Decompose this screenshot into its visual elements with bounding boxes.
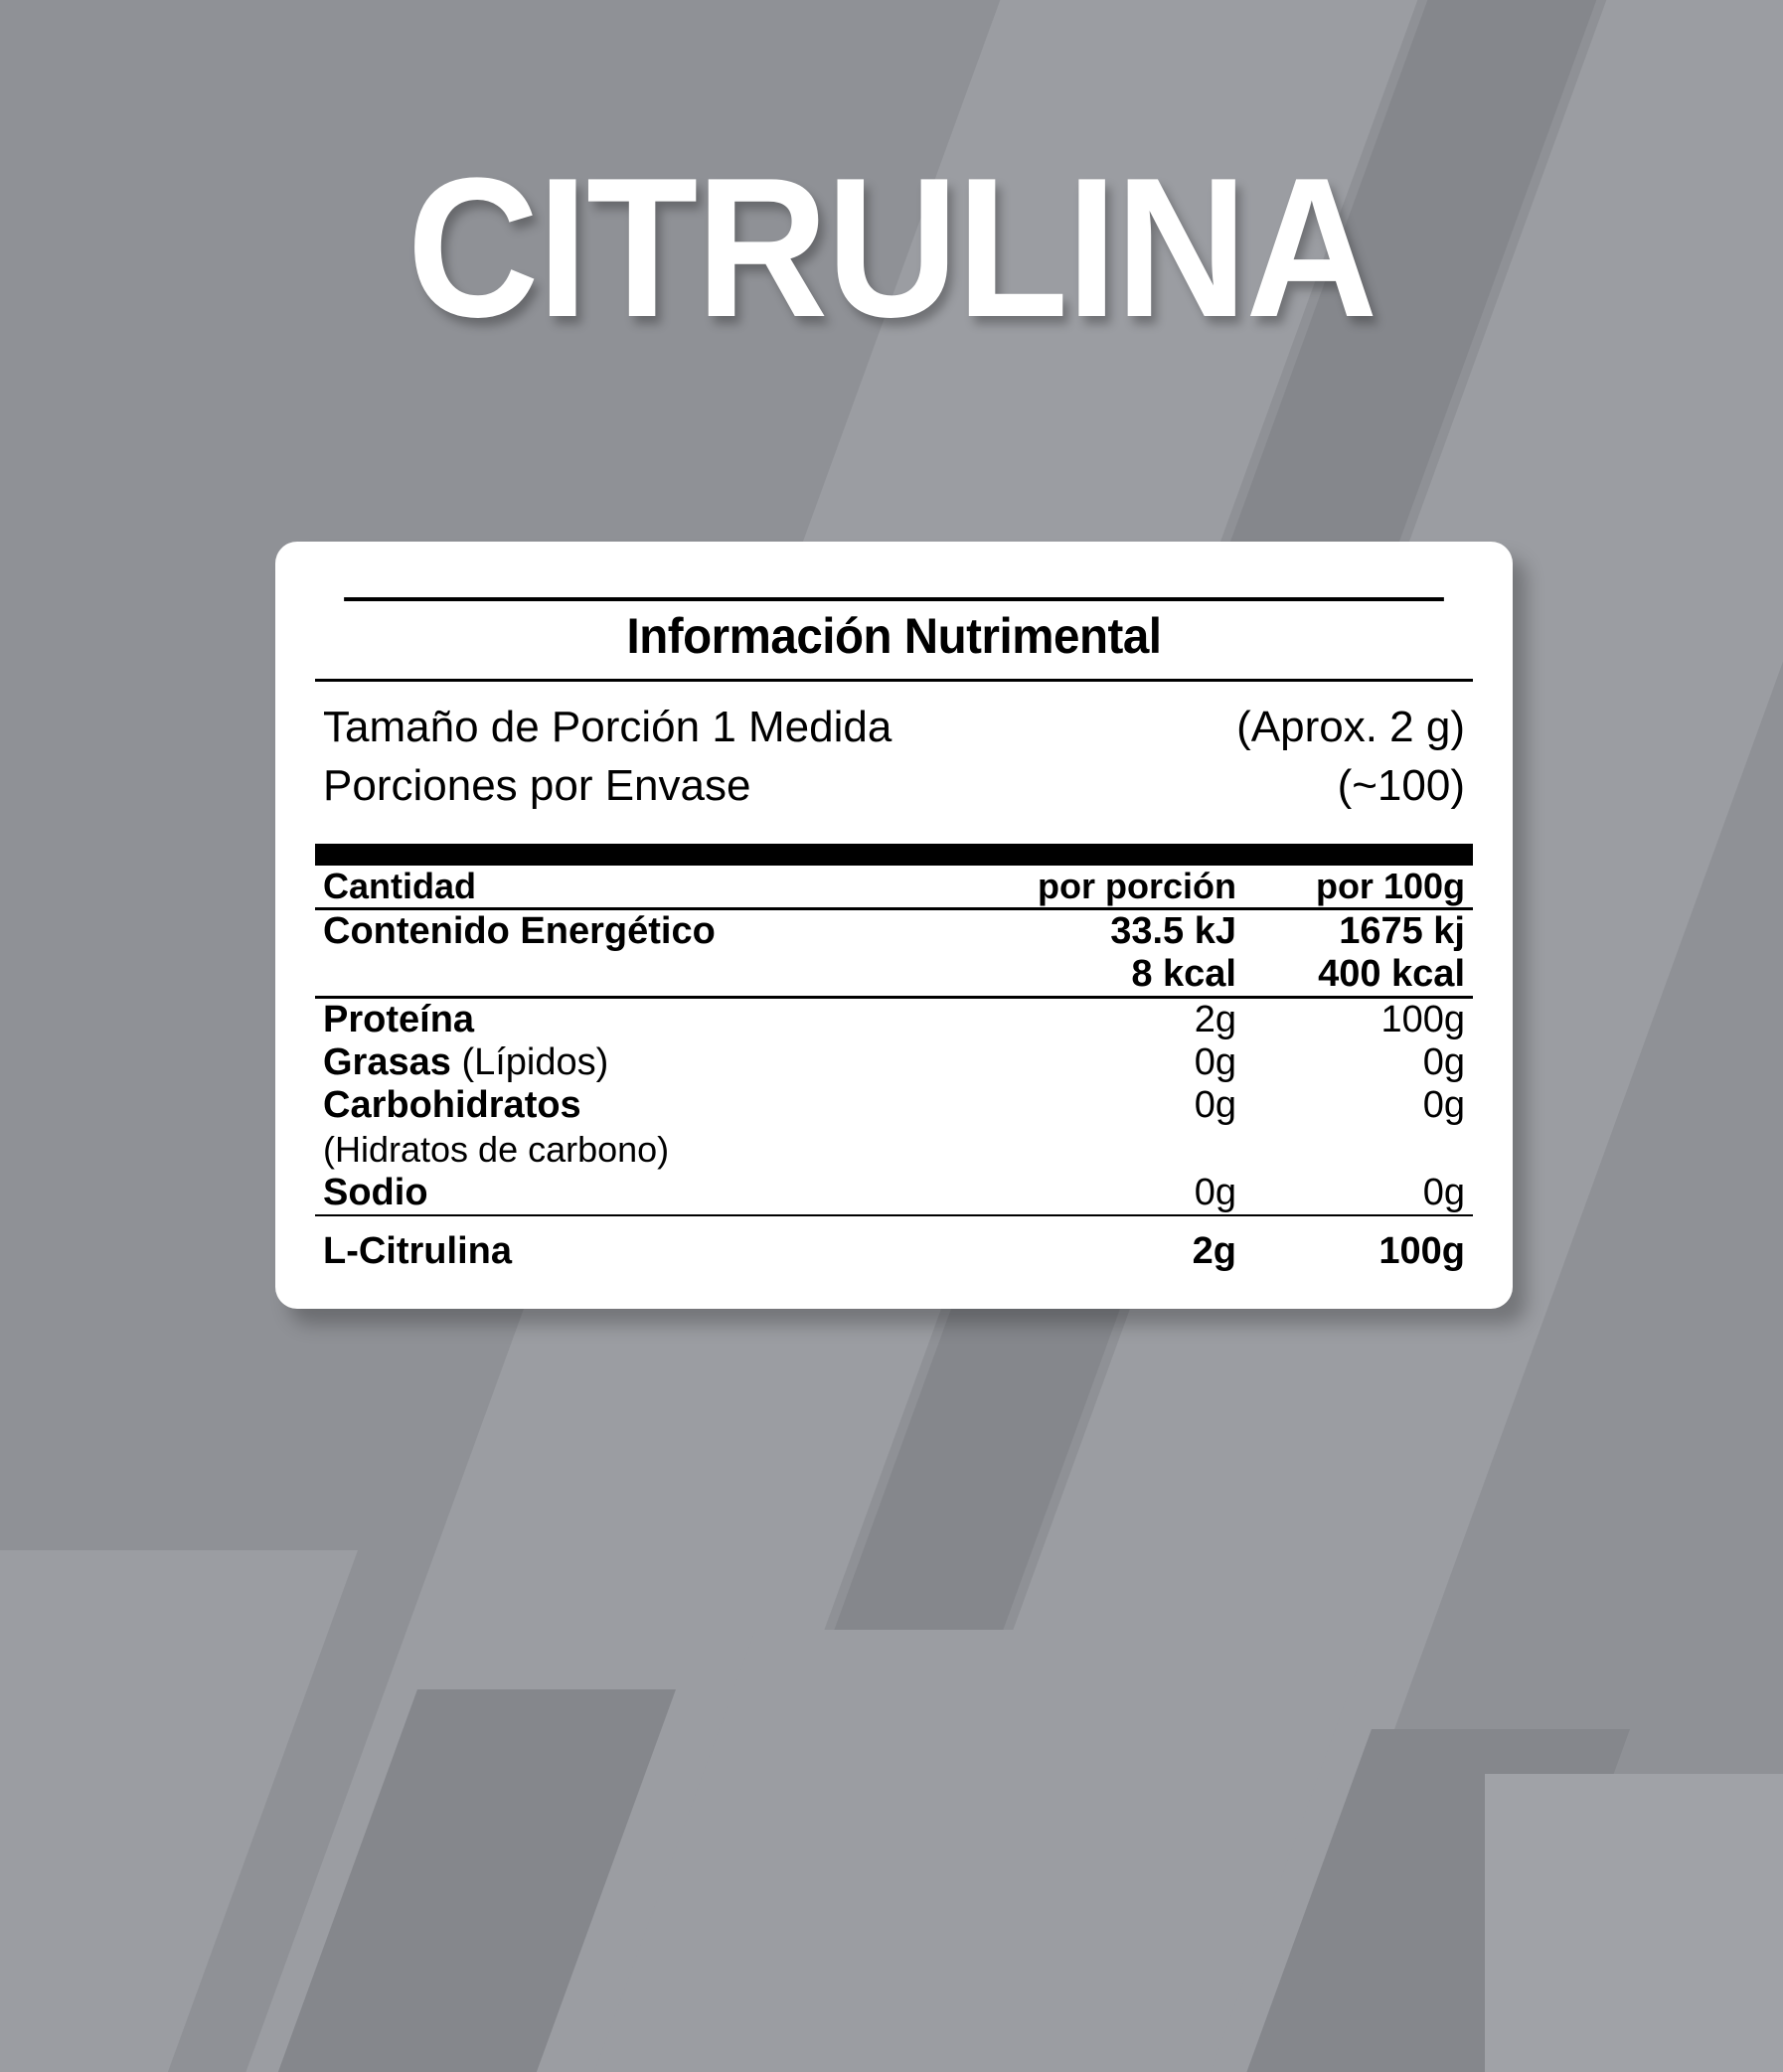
nutrient-name-text: Carbohidratos — [323, 1083, 581, 1126]
nutrient-per-100g: 100g — [1380, 998, 1465, 1040]
nutrient-per-100g: 0g — [1422, 1171, 1465, 1213]
nutrient-per-serving: 0g — [1194, 1083, 1236, 1126]
nutrient-name-text: Grasas — [323, 1040, 451, 1083]
energy-kj-per-serving: 33.5 kJ — [1110, 909, 1236, 952]
servings-per-container-label: Porciones por Envase — [323, 761, 751, 811]
serving-size-label: Tamaño de Porción 1 Medida — [323, 703, 892, 751]
table-row-energy-kcal — [315, 953, 1473, 998]
nutrient-name — [315, 999, 1008, 1041]
nutrient-per-serving: 0g — [1194, 1171, 1236, 1213]
nutrient-name-note: (Lípidos) — [450, 1040, 609, 1083]
nutrient-name — [315, 1041, 1008, 1084]
table-row-energy — [315, 910, 1473, 953]
thick-divider — [315, 844, 1473, 866]
nutrient-name-note: (Hidratos de carbono) — [323, 1128, 670, 1170]
table-header-row — [315, 866, 1473, 909]
nutrition-panel-heading: Información Nutrimental — [344, 597, 1444, 679]
serving-information — [315, 679, 1473, 834]
active-ingredient-per-100g: 100g — [1378, 1229, 1465, 1272]
table-row-active-ingredient — [315, 1230, 1473, 1273]
energy-kcal-spacer — [315, 953, 1008, 998]
energy-kcal-per-100g: 400 kcal — [1318, 952, 1465, 995]
serving-size-value: (Aprox. 2 g) — [1236, 703, 1465, 751]
nutrient-per-100g: 0g — [1422, 1083, 1465, 1126]
header-amount: Cantidad — [323, 865, 477, 906]
table-row — [315, 1172, 1473, 1215]
header-per-serving: por porción — [1038, 865, 1236, 906]
nutrient-name — [315, 1172, 1008, 1215]
energy-label: Contenido Energético — [323, 909, 716, 952]
nutrient-per-serving: 0g — [1194, 1040, 1236, 1083]
nutrient-per-100g: 0g — [1422, 1040, 1465, 1083]
servings-per-container-value: (~100) — [1337, 761, 1465, 811]
energy-kcal-per-serving: 8 kcal — [1131, 952, 1236, 995]
nutrient-per-serving: 2g — [1194, 998, 1236, 1040]
servings-per-container-row — [323, 756, 1465, 815]
serving-size-row — [323, 698, 1465, 756]
background-corner-block — [1485, 1774, 1783, 2072]
nutrient-name-text: Proteína — [323, 998, 475, 1040]
nutrition-table — [315, 866, 1473, 1273]
active-ingredient-name: L-Citrulina — [323, 1229, 512, 1272]
table-row — [315, 1084, 1473, 1172]
nutrient-name-text: Sodio — [323, 1171, 428, 1213]
active-ingredient-per-serving: 2g — [1192, 1229, 1236, 1272]
product-title: CITRULINA — [406, 137, 1377, 359]
energy-kj-per-100g: 1675 kj — [1339, 909, 1465, 952]
divider — [315, 1215, 1473, 1230]
nutrition-facts-panel — [275, 542, 1513, 1309]
table-row — [315, 1041, 1473, 1084]
table-row — [315, 999, 1473, 1041]
nutrient-name — [315, 1084, 1008, 1172]
header-per-100g: por 100g — [1315, 865, 1465, 906]
